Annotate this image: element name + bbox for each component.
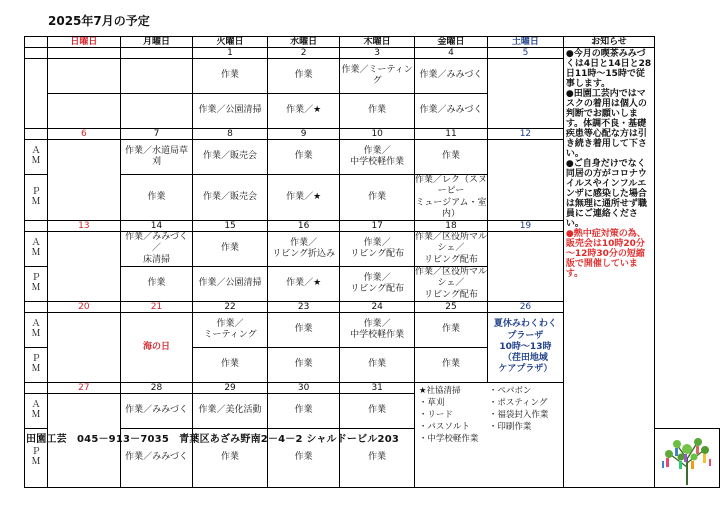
- schedule-cell: 作業: [193, 348, 268, 383]
- day-cell: 2: [267, 48, 340, 59]
- schedule-cell: 作業: [267, 59, 340, 94]
- schedule-cell: 作業: [414, 348, 487, 383]
- day-cell: 13: [48, 221, 121, 232]
- day-cell: 19: [488, 221, 564, 232]
- week1-ampm-label: [25, 59, 48, 129]
- corner-cell: [25, 37, 48, 48]
- am-label: Ａ Ｍ: [25, 140, 48, 175]
- day-cell: 5: [488, 48, 564, 59]
- am-label: Ａ Ｍ: [25, 394, 48, 429]
- notice-item: ●今月の喫茶みみづくは4日と14日と28日11時～15時で従事します。: [565, 49, 652, 89]
- notice-item: ●ご自身だけでなく同居の方がコロナウイルスやインフルエンザに感染した場合は無理に通所せず職員にご連絡ください。: [565, 159, 647, 229]
- schedule-cell: 作業／公園清掃: [193, 94, 268, 129]
- schedule-cell: [120, 94, 193, 129]
- schedule-cell: 作業／みみづく／ 床清掃: [120, 232, 193, 267]
- day-cell: 3: [340, 48, 415, 59]
- pm-label: Ｐ Ｍ: [25, 267, 48, 302]
- am-label: Ａ Ｍ: [25, 232, 48, 267]
- legend-item: ・ポスティング: [488, 398, 548, 408]
- schedule-cell: 作業: [340, 175, 415, 221]
- tanabata-tree-icon: [655, 437, 719, 487]
- day-cell: 27: [48, 383, 121, 394]
- day-cell: [48, 48, 121, 59]
- schedule-cell: 作業／水道局草刈: [120, 140, 193, 175]
- schedule-cell: 作業／美化活動: [193, 394, 268, 429]
- legend-item: ・福袋封入作業: [488, 410, 549, 420]
- day-cell: 17: [340, 221, 415, 232]
- day-cell: 10: [340, 129, 415, 140]
- schedule-cell: 作業: [414, 140, 487, 175]
- weekday-monday: 月曜日: [120, 37, 193, 48]
- schedule-cell: 作業／販売会: [193, 175, 268, 221]
- schedule-cell: 作業: [267, 313, 340, 348]
- schedule-cell: [48, 59, 121, 94]
- day-cell: 22: [193, 302, 268, 313]
- day-cell: 18: [414, 221, 487, 232]
- schedule-cell: 作業: [120, 267, 193, 302]
- schedule-cell: 作業: [340, 348, 415, 383]
- schedule-cell: 作業: [340, 394, 415, 429]
- day-cell: 12: [488, 129, 564, 140]
- schedule-cell: 作業／★: [267, 267, 340, 302]
- day-cell: 25: [414, 302, 487, 313]
- page-title: 2025年7月の予定: [48, 14, 150, 28]
- day-cell: 16: [267, 221, 340, 232]
- weekday-thursday: 木曜日: [340, 37, 415, 48]
- schedule-cell: 作業／ リビング配布: [340, 267, 415, 302]
- schedule-cell: [48, 232, 121, 302]
- day-cell: 7: [120, 129, 193, 140]
- pm-label: Ｐ Ｍ: [25, 429, 48, 488]
- legend-item: ・中学校軽作業: [418, 434, 479, 444]
- weekday-saturday: 土曜日: [488, 37, 564, 48]
- day-cell: 1: [193, 48, 268, 59]
- legend-item: ★社協清掃: [418, 386, 461, 396]
- week1-dates-row: [25, 48, 720, 59]
- day-cell: 9: [267, 129, 340, 140]
- day-cell: 4: [414, 48, 487, 59]
- schedule-cell: [120, 59, 193, 94]
- legend-item: ・草刈: [418, 398, 445, 408]
- week5-side: [25, 383, 48, 394]
- schedule-cell: 作業／ 中学校軽作業: [340, 140, 415, 175]
- day-cell: 31: [340, 383, 415, 394]
- schedule-cell: 作業／ミーティング: [340, 59, 415, 94]
- schedule-cell: 作業: [267, 140, 340, 175]
- schedule-cell: 作業／ リビング折込み: [267, 232, 340, 267]
- schedule-cell: [488, 140, 564, 221]
- schedule-cell: 作業／ ミーティング: [193, 313, 268, 348]
- schedule-cell: 作業: [193, 429, 268, 488]
- schedule-cell: 作業／公園清掃: [193, 267, 268, 302]
- notice-item: ●田園工芸内ではマスクの着用は個人の判断でお願いします。体調不良・基礎疾患等心配な方は引き続き着用して下さい。: [565, 89, 647, 159]
- day-cell: 15: [193, 221, 268, 232]
- footer-address: 田園工芸 045－913－7035 青葉区あざみ野南2－4－2 シャルドービル203: [26, 434, 400, 445]
- day-cell-holiday: 21: [120, 302, 193, 313]
- schedule-cell: 作業／みみづく: [414, 59, 487, 94]
- schedule-cell: 作業／★: [267, 175, 340, 221]
- am-label: Ａ Ｍ: [25, 313, 48, 348]
- schedule-cell: 作業: [340, 429, 415, 488]
- legend-item: ・印刷作業: [488, 422, 532, 432]
- week1-side: [25, 48, 48, 59]
- schedule-cell: 作業／区役所マルシェ／ リビング配布: [414, 267, 487, 300]
- schedule-cell: 作業: [267, 394, 340, 429]
- tanabata-cell: [655, 429, 720, 488]
- legend-col-2: [489, 385, 559, 445]
- legend-item: ・ペパボン: [488, 386, 532, 396]
- day-cell: 23: [267, 302, 340, 313]
- day-cell: 30: [267, 383, 340, 394]
- schedule-cell: 作業／区役所マルシェ／ リビング配布: [414, 232, 487, 265]
- schedule-cell: 作業／みみづく: [120, 394, 193, 429]
- day-cell: [120, 48, 193, 59]
- week4-side: [25, 302, 48, 313]
- pm-label: Ｐ Ｍ: [25, 175, 48, 221]
- day-cell: 28: [120, 383, 193, 394]
- day-cell: 26: [488, 302, 564, 313]
- day-cell: 14: [120, 221, 193, 232]
- schedule-cell: 作業／販売会: [193, 140, 268, 175]
- legend-col-1: [419, 385, 489, 445]
- schedule-cell: 作業／ リビング配布: [340, 232, 415, 267]
- schedule-cell: 作業／みみづく: [414, 94, 487, 129]
- week2-side: [25, 129, 48, 140]
- legend-item: ・リード: [418, 410, 453, 420]
- weekday-friday: 金曜日: [414, 37, 487, 48]
- weekday-wednesday: 水曜日: [267, 37, 340, 48]
- schedule-cell: 作業: [120, 175, 193, 221]
- notice-header: お知らせ: [563, 37, 654, 48]
- schedule-cell: 作業: [414, 313, 487, 348]
- day-cell: 24: [340, 302, 415, 313]
- schedule-cell: [48, 140, 121, 221]
- schedule-cell: [48, 313, 121, 383]
- schedule-cell: [488, 232, 564, 302]
- schedule-cell: 作業: [267, 348, 340, 383]
- calendar-table: [24, 36, 720, 488]
- schedule-cell: 作業: [193, 232, 268, 267]
- schedule-cell: 作業／ 中学校軽作業: [340, 313, 415, 348]
- holiday-label: 海の日: [120, 313, 193, 383]
- pm-label: Ｐ Ｍ: [25, 348, 48, 383]
- week3-side: [25, 221, 48, 232]
- weekday-header-row: [25, 37, 720, 48]
- schedule-cell: 作業: [193, 59, 268, 94]
- schedule-cell: 作業／みみづく: [120, 429, 193, 488]
- schedule-cell: 作業／レク（スヌーピー ミュージアム・室内）: [415, 175, 487, 219]
- schedule-cell: 作業／★: [267, 94, 340, 129]
- weekday-sunday: 日曜日: [48, 37, 121, 48]
- day-cell: 11: [414, 129, 487, 140]
- schedule-cell: [488, 59, 564, 129]
- day-cell: 29: [193, 383, 268, 394]
- weekday-tuesday: 火曜日: [193, 37, 268, 48]
- day-cell: 20: [48, 302, 121, 313]
- notice-panel: [563, 48, 654, 488]
- schedule-cell: 作業: [267, 429, 340, 488]
- schedule-cell: 作業: [340, 94, 415, 129]
- legend-box: [414, 383, 563, 488]
- day-cell: 6: [48, 129, 121, 140]
- legend-item: ・パスソルト: [418, 422, 470, 432]
- notice-heatstroke: ●熱中症対策の為、販売会は10時20分～12時30分の短縮版で開催しています。: [565, 229, 646, 279]
- saturday-event: 夏休みわくわく プラーザ 10時～13時 （荏田地域 ケアプラザ）: [488, 313, 564, 383]
- schedule-cell: [48, 94, 121, 129]
- day-cell: 8: [193, 129, 268, 140]
